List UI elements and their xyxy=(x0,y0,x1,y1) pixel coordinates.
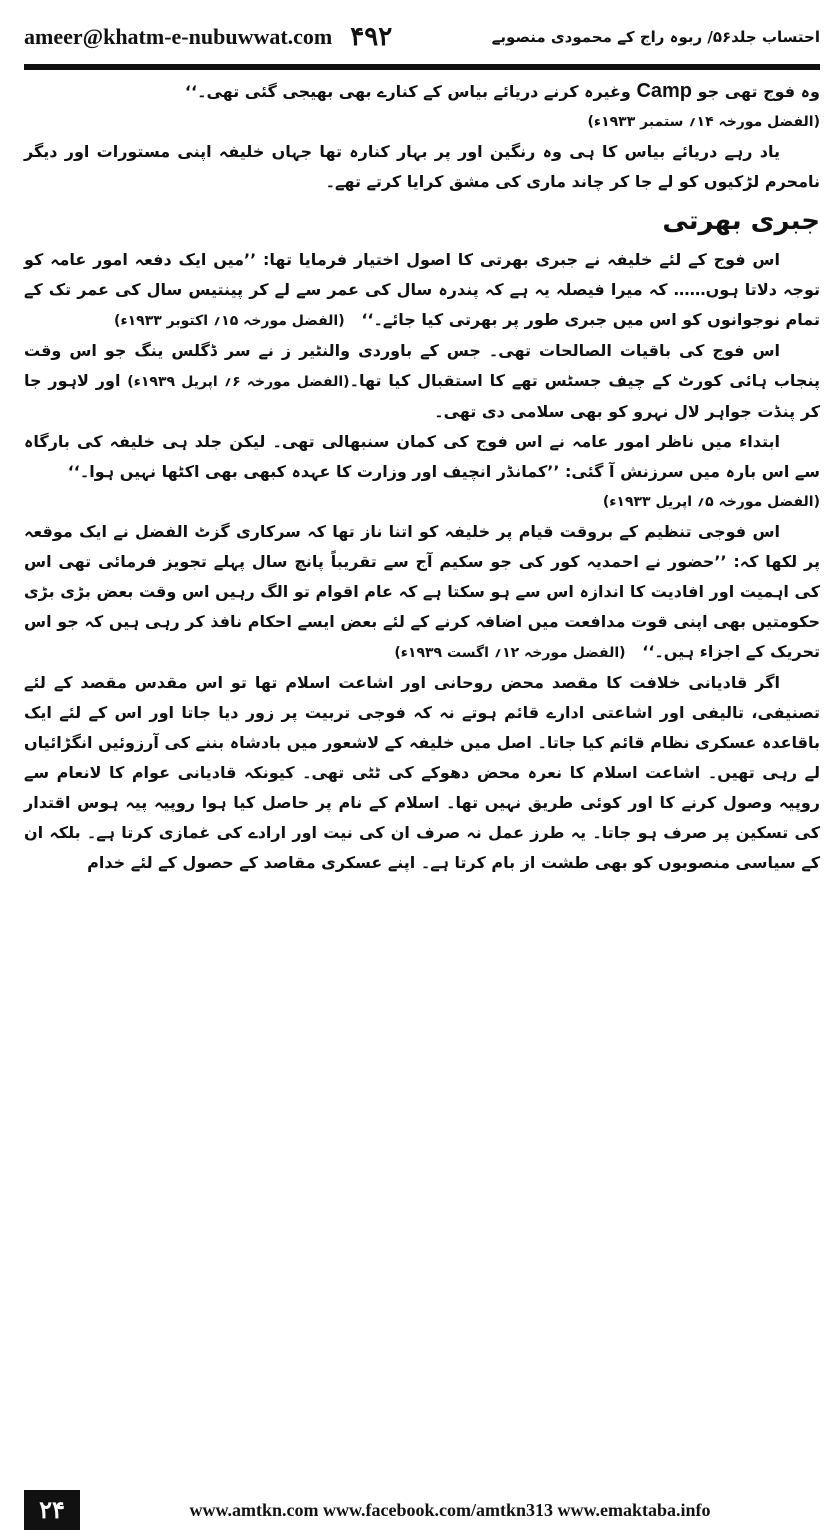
paragraph-6 xyxy=(24,517,820,668)
section-heading: جبری بھرتی xyxy=(662,206,820,236)
p6-text: اس فوجی تنظیم کے بروقت قیام پر خلیفہ کو اتنا ناز تھا کہ سرکاری گزٹ الفضل نے ایک موقعہ پر لکھا کہ: ’’حضور نے احمدیہ کور کی جو سکیم آج سے تقریباً پانچ سال پہلے تجویز فرمائی تھی اس کی اہمیت اور افادیت کا اندازہ اس سے ہو سکتا ہے کہ عام اقوام تو الگ رہیں اس وقت بعض بڑی بڑی حکومتیں بھی اپنی قوت مدافعت میں اضافہ کرنے کے لئے بعض ایسے احکام نافذ کر رہی ہیں کہ جو اس تحریک کے اجزاء ہیں۔‘‘ xyxy=(24,522,820,661)
paragraph-7: اگر قادیانی خلافت کا مقصد محض روحانی اور اشاعت اسلام تھا تو اس مقدس مقصد کے لئے تصنیفی، تالیفی اور اشاعتی ادارے قائم ہوتے نہ کہ فوجی تربیت پر زور دیا جاتا اور اس کے لئے ایک باقاعدہ عسکری نظام قائم کیا جاتا۔ اصل میں خلیفہ کے لاشعور میں بادشاہ بننے کی آرزوئیں انگڑائیاں لے رہی تھیں۔ اشاعت اسلام کا نعرہ محض دھوکے کی ٹٹی تھی۔ کیونکہ قادیانی عوام کا لانعام سے روپیہ وصول کرنے کا اور کوئی طریق نہیں تھا۔ اسلام کے نام پر حاصل کیا ہوا روپیہ پیہ ہوس اقتدار کی تسکین پر صرف ہو جاتا۔ یہ طرز عمل نہ صرف ان کی نیت اور ارادے کی غمازی کرتا ہے۔ بلکہ ان کے سیاسی منصوبوں کو بھی طشت از بام کرتا ہے۔ اپنے عسکری مقاصد کے حصول کے لئے خدام xyxy=(24,673,820,872)
paragraph-3 xyxy=(24,245,820,336)
footer-page-badge: ۲۴ xyxy=(24,1490,80,1530)
p1-latin: Camp xyxy=(636,80,693,102)
p4b-text: اور لاہور جا کر پنڈت جواہر لال نہرو کو بھی سلامی دی تھی۔ xyxy=(24,371,820,421)
p1-after: وغیرہ کرنے دریائے بیاس کے کنارے بھی بھیجی گئی تھی۔‘‘ xyxy=(184,82,637,101)
reference-1: (الفضل مورخہ ۱۴؍ ستمبر ۱۹۳۳ء) xyxy=(587,114,820,130)
header-email: ameer@khatm-e-nubuwwat.com xyxy=(24,24,333,49)
p3-text: اس فوج کے لئے خلیفہ نے جبری بھرتی کا اصول اختیار فرمایا تھا: ’’میں ایک دفعہ امور عامہ کو توجہ دلاتا ہوں…… کہ میرا فیصلہ یہ ہے کہ پندرہ سال کی عمر سے لے کر پینتیس سال کی عمر تک کے تمام نوجوانوں کو اس میں جبری طور پر بھرتی کیا جائے۔‘‘ xyxy=(24,250,820,329)
reference-2: (الفضل مورخہ ۱۵؍ اکتوبر ۱۹۳۳ء) xyxy=(114,313,345,329)
reference-3: (الفضل مورخہ ۶؍ اپریل ۱۹۳۹ء) xyxy=(127,374,350,390)
paragraph-5: ابتداء میں ناظر امور عامہ نے اس فوج کی کمان سنبھالی تھی۔ لیکن جلد ہی خلیفہ کی بارگاہ سے اس بارہ میں سرزنش آ گئی: ’’کمانڈر انچیف اور وزارت کا عہدہ کبھی بھی اکٹھا نہیں ہوا۔‘‘ xyxy=(24,432,820,481)
paragraph-4 xyxy=(24,336,820,427)
p4-text: اس فوج کی باقیات الصالحات تھی۔ جس کے باوردی والنٹیر ز نے سر ڈگلس ینگ جو اس وقت پنجاب ہائی کورٹ کے چیف جسٹس تھے کا استقبال کیا تھا۔ xyxy=(24,341,821,390)
p1-before: وہ فوج تھی جو xyxy=(692,82,820,101)
footer-links: www.amtkn.com www.facebook.com/amtkn313 www.emaktaba.info xyxy=(189,1499,711,1520)
paragraph-1 xyxy=(24,76,820,107)
header-rule xyxy=(24,64,820,70)
page-body xyxy=(24,76,820,1476)
running-title: احتساب جلد۵۶/ ربوہ راج کے محمودی منصوبے xyxy=(491,28,820,46)
page-footer xyxy=(24,1488,820,1532)
reference-5: (الفضل مورخہ ۱۲؍ اگست ۱۹۳۹ء) xyxy=(394,645,626,661)
page-number: ۴۹۲ xyxy=(350,22,393,51)
header-left xyxy=(24,22,410,52)
paragraph-2: یاد رہے دریائے بیاس کا ہی وہ رنگین اور پر بہار کنارہ تھا جہاں خلیفہ اپنی مستورات اور دیگر نامحرم لڑکیوں کو لے جا کر چاند ماری کی مشق کرایا کرتے تھے۔ xyxy=(24,142,820,191)
reference-4: (الفضل مورخہ ۵؍ اپریل ۱۹۳۳ء) xyxy=(602,494,820,510)
page-header xyxy=(24,14,820,60)
